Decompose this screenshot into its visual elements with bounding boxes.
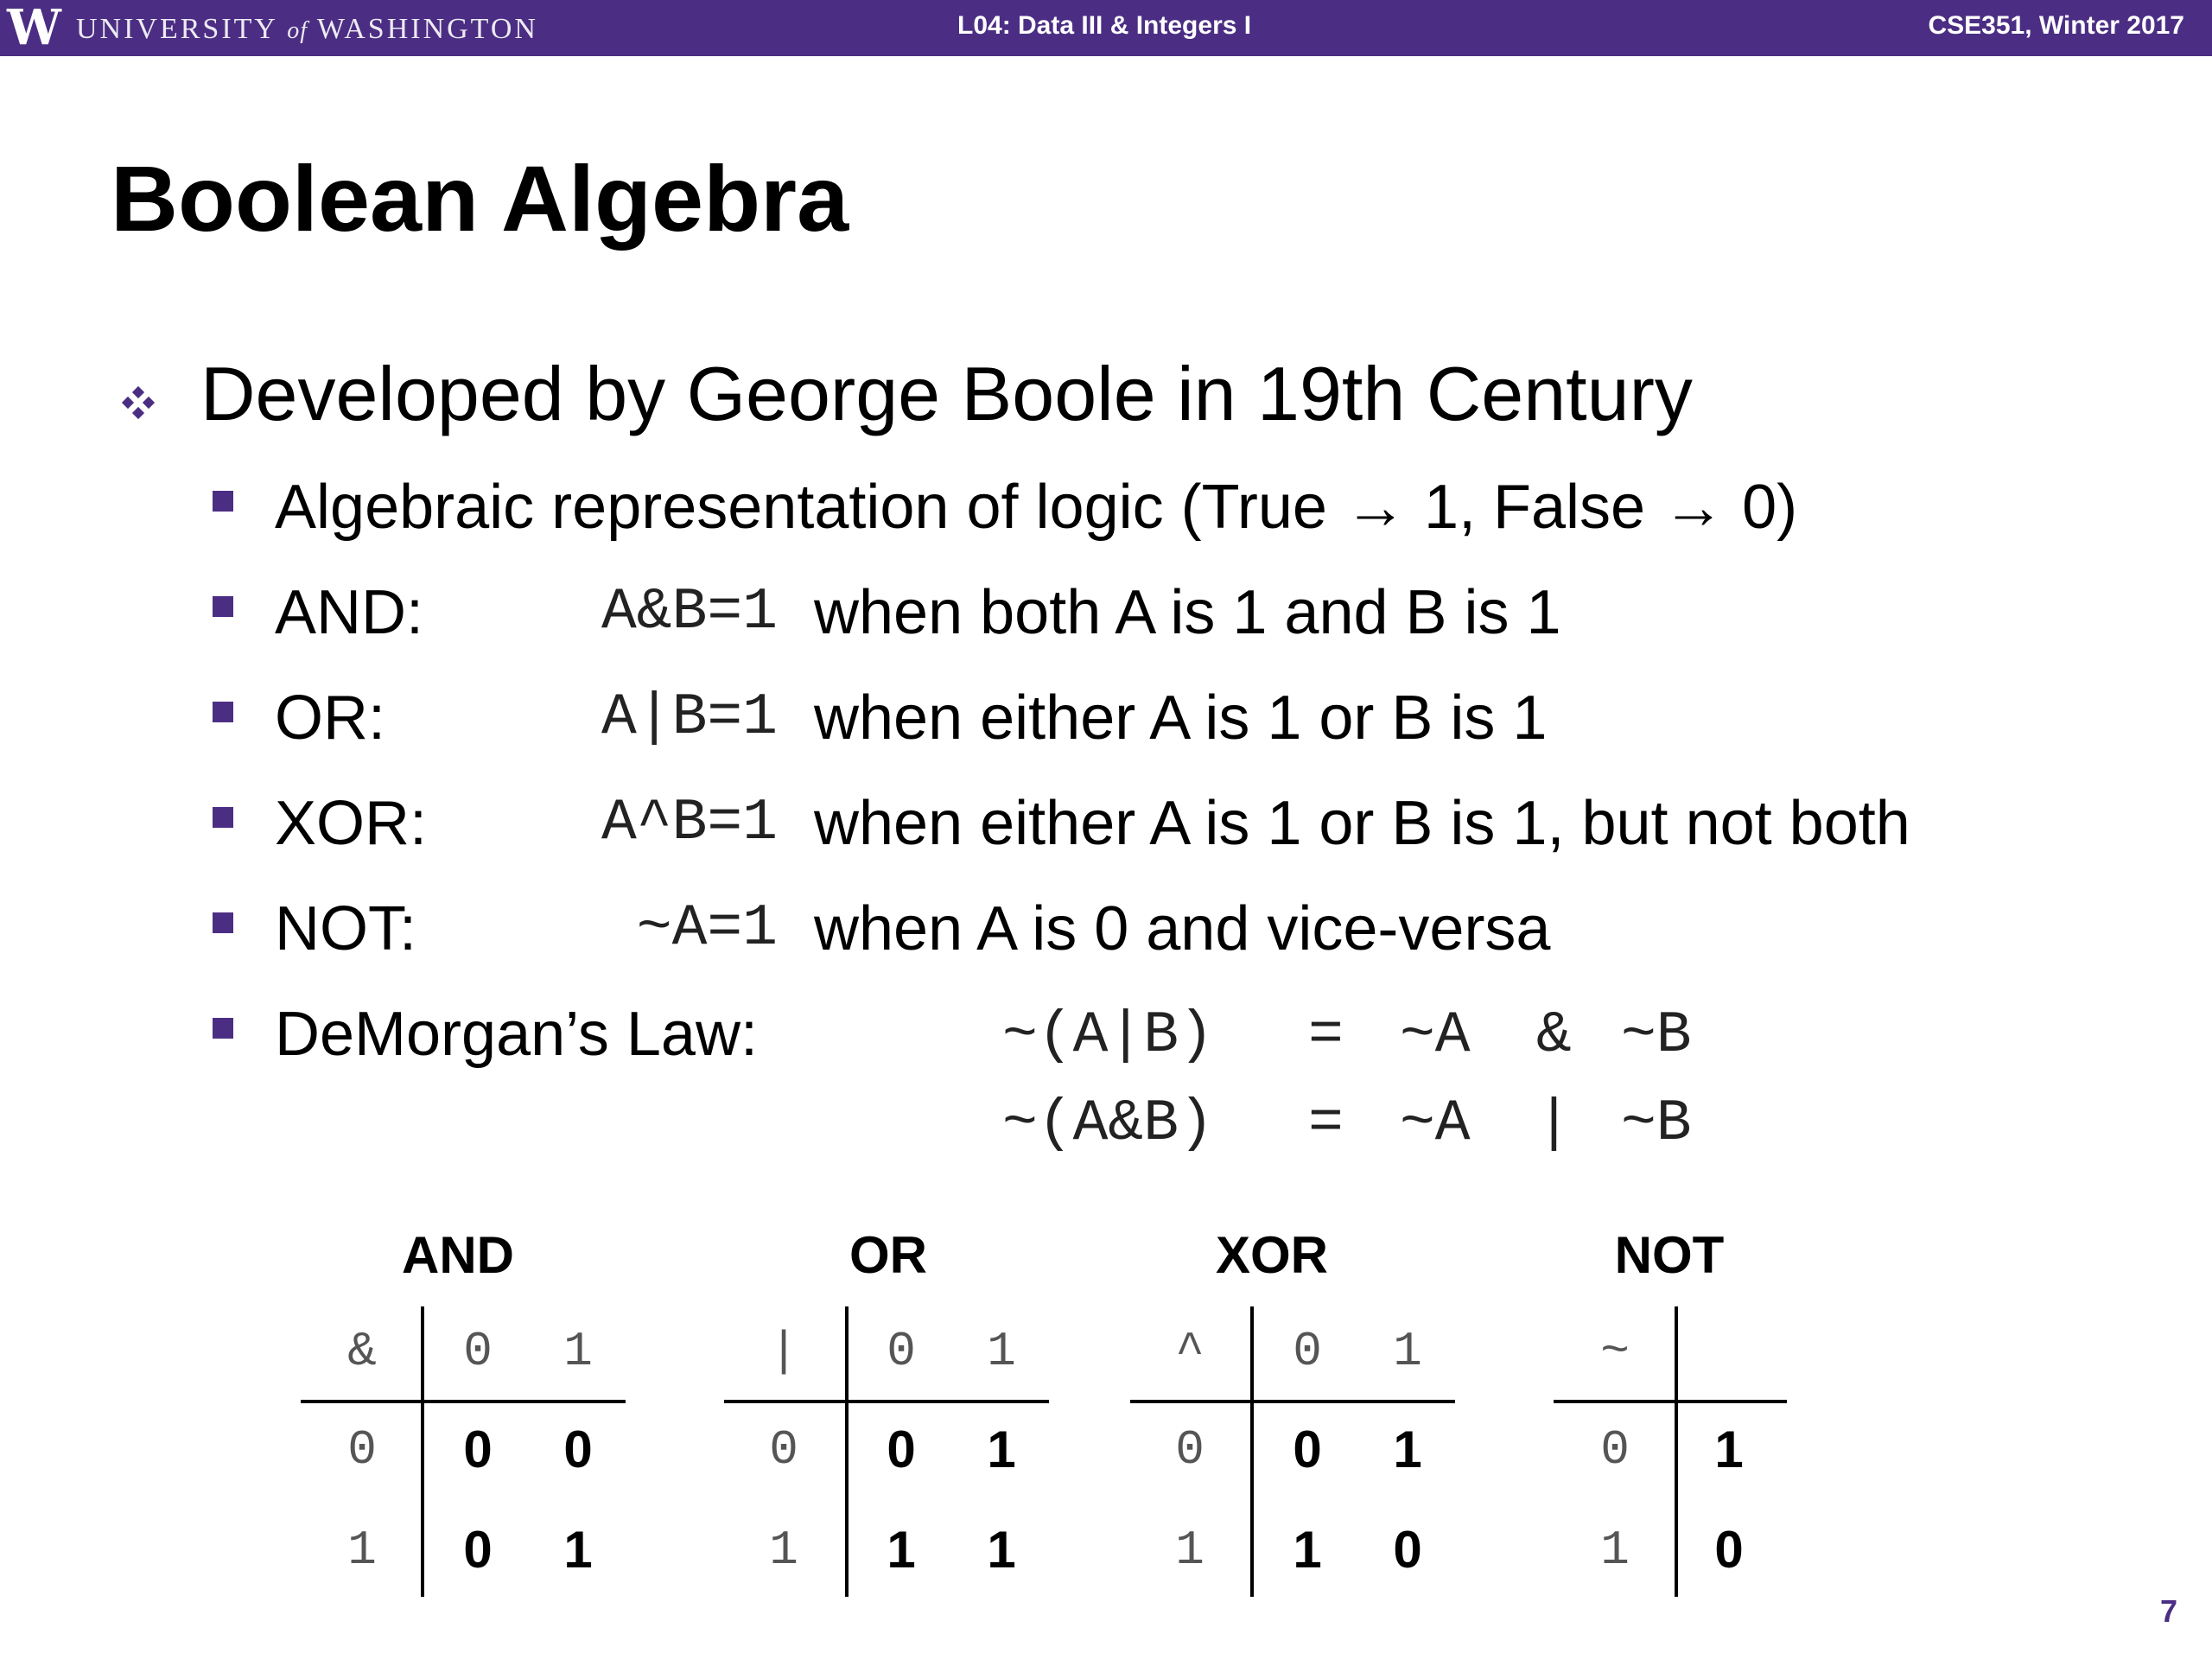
not-row-1-header: 1 xyxy=(1600,1522,1630,1578)
and-cell-1-1: 1 xyxy=(563,1521,593,1579)
and-row-0-header: 0 xyxy=(347,1422,377,1478)
demorgan-a-1: ~A xyxy=(1400,1002,1471,1069)
xor-table-vline xyxy=(1250,1306,1254,1597)
not-table-hline xyxy=(1554,1400,1787,1403)
bullet-not-label: NOT: xyxy=(275,894,417,963)
demorgan-b-2: ~B xyxy=(1621,1090,1692,1157)
xor-table-title: XOR xyxy=(1215,1226,1329,1284)
and-cell-0-1: 0 xyxy=(563,1421,593,1478)
not-table-vline xyxy=(1675,1306,1678,1597)
slide-title: Boolean Algebra xyxy=(111,146,849,251)
or-cell-0-0: 0 xyxy=(887,1421,916,1478)
square-bullet-icon xyxy=(213,596,233,617)
or-cell-1-0: 1 xyxy=(887,1521,916,1579)
xor-description: when either A is 1 or B is 1, but not both xyxy=(814,789,1910,858)
bullet-demorgan-label: DeMorgan’s Law: xyxy=(275,1000,758,1069)
and-table-title: AND xyxy=(402,1226,514,1284)
and-op-cell: & xyxy=(347,1324,377,1379)
xor-cell-0-0: 0 xyxy=(1293,1421,1322,1478)
xor-col-1: 1 xyxy=(1393,1324,1422,1379)
or-table-vline xyxy=(845,1306,849,1597)
xor-op-cell: ^ xyxy=(1175,1324,1205,1379)
or-row-1-header: 1 xyxy=(769,1522,798,1578)
demorgan-lhs-1: ~(A|B) xyxy=(1002,1002,1214,1069)
not-cell-1: 0 xyxy=(1714,1521,1744,1579)
xor-row-1-header: 1 xyxy=(1175,1522,1205,1578)
and-description: when both A is 1 and B is 1 xyxy=(814,578,1561,647)
and-expression: A&B=1 xyxy=(601,579,778,645)
diamond-bullet-icon xyxy=(121,385,156,420)
or-table-hline xyxy=(724,1400,1049,1403)
header-bar xyxy=(0,0,2212,56)
or-cell-0-1: 1 xyxy=(987,1421,1016,1478)
bullet-logic: Algebraic representation of logic (True → 1, False → 0) xyxy=(275,473,1798,542)
demorgan-lhs-2: ~(A&B) xyxy=(1002,1090,1214,1157)
square-bullet-icon xyxy=(213,491,233,512)
demorgan-eq-2: = xyxy=(1308,1090,1344,1157)
main-bullet: Developed by George Boole in 19th Century xyxy=(200,351,1693,436)
and-cell-1-0: 0 xyxy=(463,1521,493,1579)
square-bullet-icon xyxy=(213,702,233,722)
not-op-cell: ~ xyxy=(1600,1324,1630,1379)
xor-cell-0-1: 1 xyxy=(1393,1421,1422,1478)
and-col-1: 1 xyxy=(563,1324,593,1379)
square-bullet-icon xyxy=(213,807,233,828)
square-bullet-icon xyxy=(213,1018,233,1039)
uw-logo: W xyxy=(7,0,61,56)
and-table-vline xyxy=(421,1306,424,1597)
and-cell-0-0: 0 xyxy=(463,1421,493,1478)
not-row-0-header: 0 xyxy=(1600,1422,1630,1478)
university-name: UNIVERSITY of WASHINGTON xyxy=(76,13,538,45)
or-col-0: 0 xyxy=(887,1324,916,1379)
or-cell-1-1: 1 xyxy=(987,1521,1016,1579)
page-number: 7 xyxy=(2159,1593,2177,1629)
square-bullet-icon xyxy=(213,912,233,933)
or-row-0-header: 0 xyxy=(769,1422,798,1478)
or-col-1: 1 xyxy=(987,1324,1016,1379)
xor-col-0: 0 xyxy=(1293,1324,1322,1379)
demorgan-eq-1: = xyxy=(1308,1002,1344,1069)
or-table-title: OR xyxy=(849,1226,927,1284)
not-expression: ~A=1 xyxy=(636,895,778,962)
demorgan-b-1: ~B xyxy=(1621,1002,1692,1069)
and-col-0: 0 xyxy=(463,1324,493,1379)
and-table-hline xyxy=(301,1400,626,1403)
or-expression: A|B=1 xyxy=(601,684,778,751)
xor-expression: A^B=1 xyxy=(601,790,778,856)
or-description: when either A is 1 or B is 1 xyxy=(814,683,1548,753)
xor-table-hline xyxy=(1130,1400,1455,1403)
bullet-xor-label: XOR: xyxy=(275,789,428,858)
not-table-title: NOT xyxy=(1614,1226,1725,1284)
xor-cell-1-1: 0 xyxy=(1393,1521,1422,1579)
xor-row-0-header: 0 xyxy=(1175,1422,1205,1478)
or-op-cell: | xyxy=(769,1324,798,1379)
demorgan-a-2: ~A xyxy=(1400,1090,1471,1157)
lecture-title: L04: Data III & Integers I xyxy=(957,11,1252,40)
bullet-and-label: AND: xyxy=(275,578,424,647)
demorgan-op-1: & xyxy=(1536,1002,1572,1069)
not-cell-0: 1 xyxy=(1714,1421,1744,1478)
and-row-1-header: 1 xyxy=(347,1522,377,1578)
bullet-or-label: OR: xyxy=(275,683,386,753)
course-title: CSE351, Winter 2017 xyxy=(1928,11,2184,40)
demorgan-op-2: | xyxy=(1536,1090,1572,1157)
not-description: when A is 0 and vice-versa xyxy=(814,894,1551,963)
xor-cell-1-0: 1 xyxy=(1293,1521,1322,1579)
